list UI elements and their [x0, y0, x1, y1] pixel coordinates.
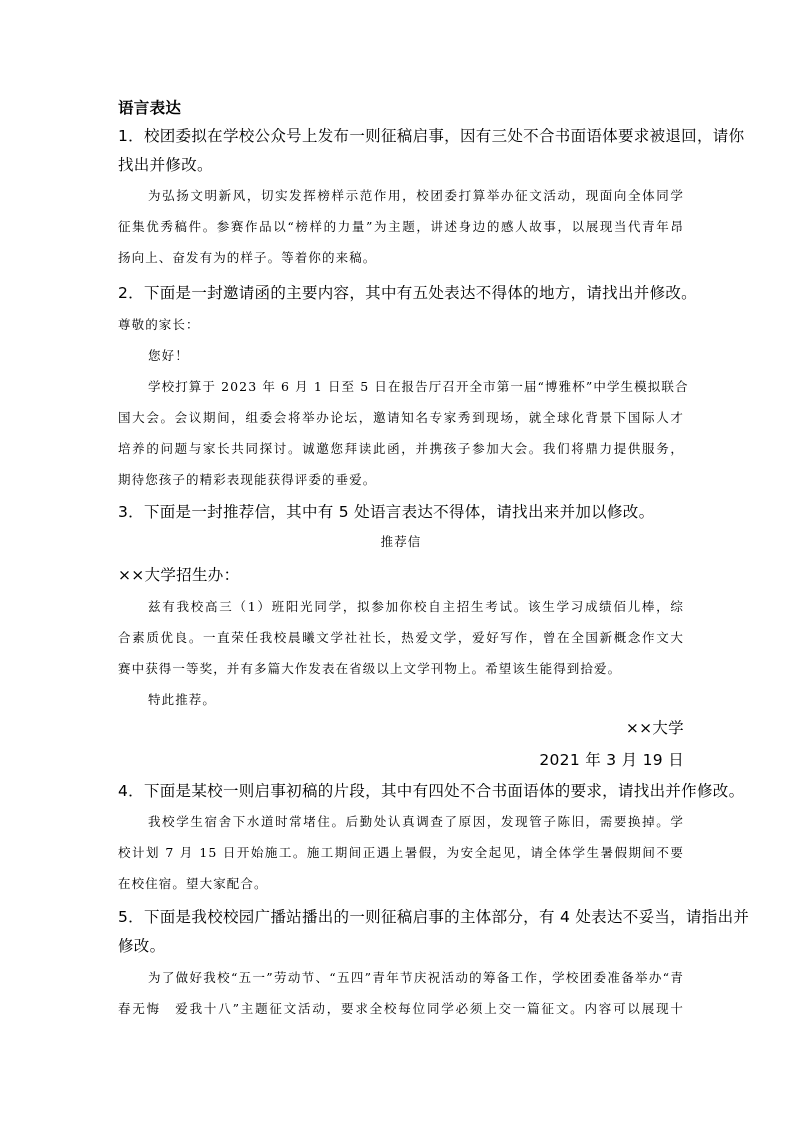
q2-passage-line-1: 学校打算于 2023 年 6 月 1 日至 5 日在报告厅召开全市第一届“博雅杯”中学生模拟联合: [148, 379, 689, 394]
q3-passage-line-3: 赛中获得一等奖，并有多篇大作发表在省级以上文学刊物上。希望该生能得到拾爱。: [118, 661, 622, 676]
section-title: 语言表达: [118, 99, 182, 117]
q3-passage-line-1: 兹有我校高三（1）班阳光同学，拟参加你校自主招生考试。该生学习成绩佰儿棒，综: [148, 599, 684, 614]
q2-passage-line-2: 国大会。会议期间，组委会将举办论坛，邀请知名专家秀到现场，就全球化背景下国际人才: [118, 410, 684, 425]
q2-greeting: 您好！: [148, 348, 189, 363]
q5-passage-line-2: 春无悔 爱我十八”主题征文活动，要求全校每位同学必须上交一篇征文。内容可以展现十: [118, 1001, 684, 1016]
q3-closing: 特此推荐。: [148, 692, 217, 707]
q3-addressee: ××大学招生办：: [118, 566, 240, 584]
q1-stem-line-2: 找出并修改。: [118, 156, 213, 174]
q5-stem-line-2: 修改。: [118, 937, 166, 955]
q4-passage-line-1: 我校学生宿舍下水道时常堵住。后勤处认真调查了原因，发现管子陈旧，需要换掉。学: [148, 814, 684, 829]
q4-passage-line-2: 校计划 7 月 15 日开始施工。施工期间正遇上暑假，为安全起见，请全体学生暑假期间不要: [118, 845, 684, 860]
q3-passage-line-2: 合素质优良。一直荣任我校晨曦文学社社长，热爱文学，爱好写作，曾在全国新概念作文大: [118, 630, 684, 645]
q5-stem-line-1: 5．下面是我校校园广播站播出的一则征稿启事的主体部分，有 4 处表达不妥当，请指出并: [118, 908, 750, 926]
q1-stem-line-1: 1．校团委拟在学校公众号上发布一则征稿启事，因有三处不合书面语体要求被退回，请你: [118, 127, 745, 145]
q4-stem: 4．下面是某校一则启事初稿的片段，其中有四处不合书面语体的要求，请找出并作修改。: [118, 782, 745, 800]
q2-stem: 2．下面是一封邀请函的主要内容，其中有五处表达不得体的地方，请找出并修改。: [118, 284, 697, 302]
q2-passage-line-4: 期待您孩子的精彩表现能获得评委的垂爱。: [118, 472, 377, 487]
q3-stem: 3．下面是一封推荐信，其中有 5 处语言表达不得体，请找出来并加以修改。: [118, 503, 655, 521]
q3-signature: ××大学: [625, 719, 684, 737]
q5-passage-line-1: 为了做好我校“五一”劳动节、“五四”青年节庆祝活动的筹备工作，学校团委准备举办“青: [148, 970, 684, 985]
q1-passage-line-1: 为弘扬文明新风，切实发挥榜样示范作用，校团委打算举办征文活动，现面向全体同学: [148, 188, 684, 203]
q2-passage-line-3: 培养的问题与家长共同探讨。诚邀您拜读此函，并携孩子参加大会。我们将鼎力提供服务，: [118, 441, 684, 456]
q1-passage-line-2: 征集优秀稿件。参赛作品以“榜样的力量”为主题，讲述身边的感人故事，以展现当代青年昂: [118, 219, 684, 234]
q4-passage-line-3: 在校住宿。望大家配合。: [118, 876, 268, 891]
q3-date: 2021 年 3 月 19 日: [539, 751, 684, 769]
q3-letter-title: 推荐信: [380, 534, 422, 549]
q2-salutation: 尊敬的家长：: [118, 317, 200, 332]
q1-passage-line-3: 扬向上、奋发有为的样子。等着你的来稿。: [118, 250, 377, 265]
